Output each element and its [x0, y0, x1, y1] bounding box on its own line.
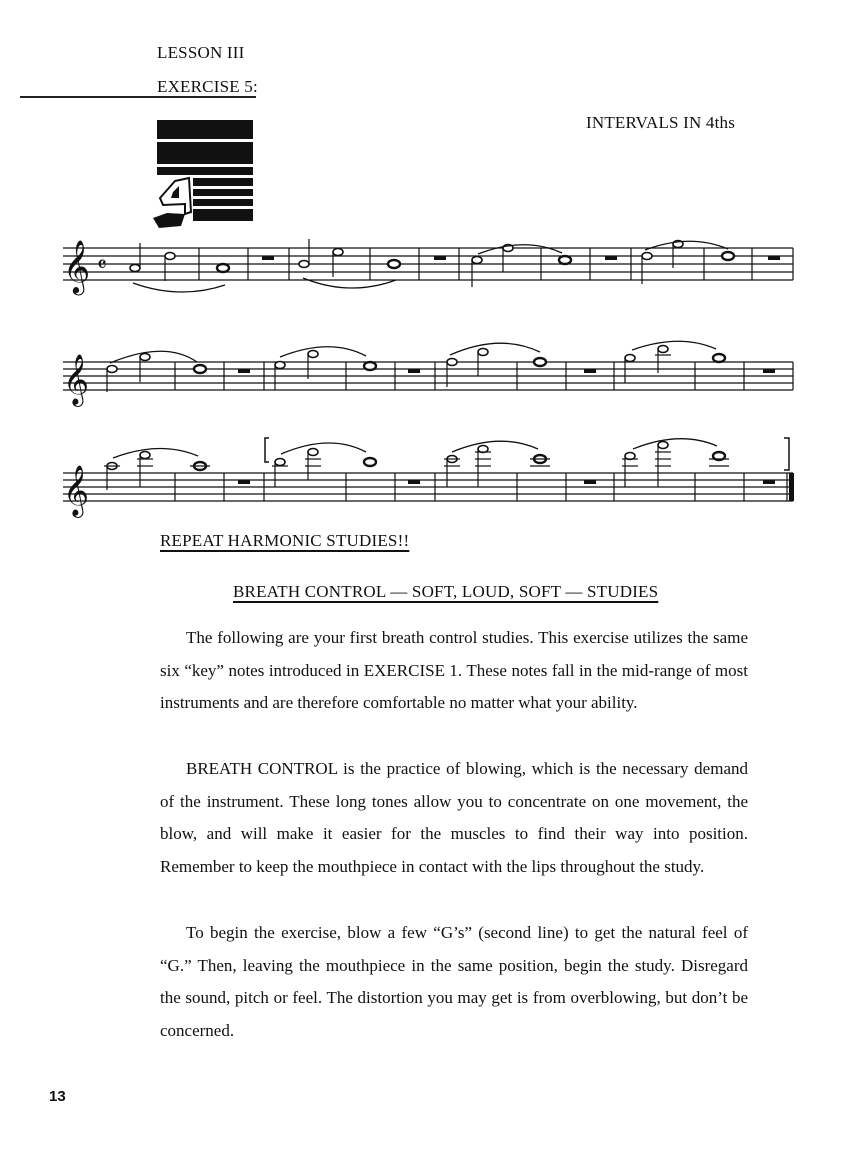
- treble-clef-icon: 𝄞: [63, 354, 90, 405]
- exercise-label: EXERCISE 5:: [157, 77, 258, 96]
- final-barline: [789, 473, 794, 501]
- paragraph-1: The following are your first breath control studies. This exercise utilizes the same six “key” notes introduced in EXERCISE 1. These notes fall in the mid-range of most instruments and are therefore comfortable no matter what your ability.: [160, 628, 748, 713]
- paragraph-2: BREATH CONTROL is the practice of blowing, which is the necessary demand of the instrument. These long tones allow you to concentrate on one movement, the blow, and will make it easier for the muscles to find their way into position. Remember to keep the mouthpiece in contact with the lips throughout the study.: [160, 759, 748, 877]
- page-number: 13: [49, 1088, 66, 1105]
- staff-3-symbols: [63, 438, 789, 518]
- repeat-harmonic-heading: REPEAT HARMONIC STUDIES!!: [160, 531, 410, 550]
- music-notation: [0, 230, 864, 520]
- bracket-start: [265, 438, 269, 462]
- track-4-cd-icon: [145, 118, 257, 230]
- staff-3: [63, 473, 794, 501]
- paragraph-3: To begin the exercise, blow a few “G’s” (second line) to get the natural feel of “G.” Then, leaving the mouthpiece in the same position, begin the study. Disregard the sound, pitch or feel. The distortion you may get is from overblowing, but don’t be concerned.: [160, 923, 748, 1041]
- common-time-icon: 𝄴: [97, 253, 107, 278]
- lesson-label: LESSON III: [157, 43, 245, 62]
- treble-clef-icon: 𝄞: [63, 465, 90, 516]
- header-rule: [20, 96, 256, 98]
- staff-2: [63, 362, 793, 390]
- staff-2-symbols: [63, 341, 775, 407]
- exercise-subtitle: INTERVALS IN 4ths: [586, 113, 736, 132]
- bracket-end: [784, 438, 789, 470]
- treble-clef-icon: 𝄞: [63, 239, 91, 293]
- breath-control-heading: BREATH CONTROL — SOFT, LOUD, SOFT — STUDIES: [233, 582, 659, 601]
